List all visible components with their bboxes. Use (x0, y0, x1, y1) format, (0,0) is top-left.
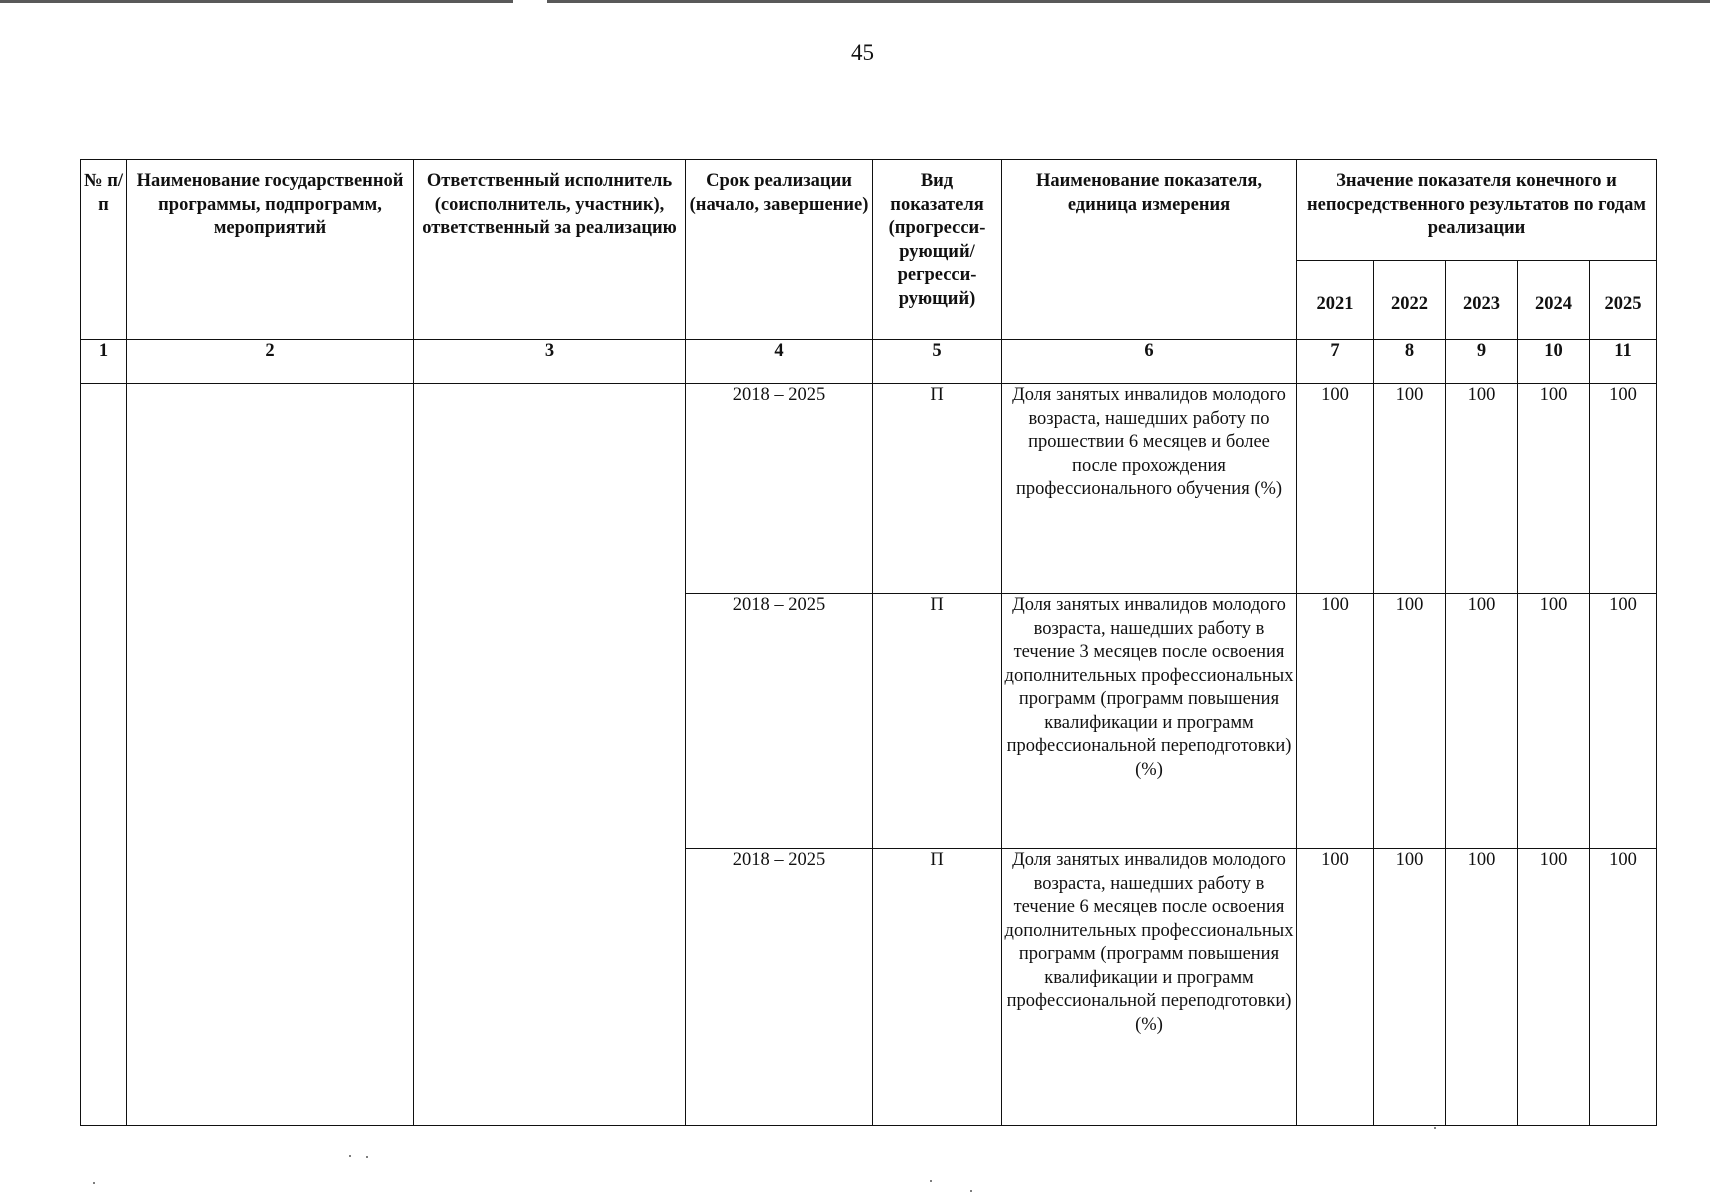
value-cell: 100 (1297, 384, 1374, 594)
value-cell: 100 (1374, 384, 1446, 594)
value-cell: 100 (1374, 849, 1446, 1126)
value-cell: 100 (1518, 594, 1590, 849)
header-responsible: Ответственный исполнитель (соисполнитель, участник), ответственный за реализацию (414, 160, 686, 340)
header-program-name: Наименование государственной программы, подпрограмм, мероприятий (127, 160, 414, 340)
value-cell: 100 (1518, 849, 1590, 1126)
column-number: 6 (1002, 340, 1297, 384)
column-number: 1 (81, 340, 127, 384)
value-cell: 100 (1446, 849, 1518, 1126)
value-cell: 100 (1590, 384, 1657, 594)
scan-speck (1434, 1127, 1436, 1129)
header-year: 2024 (1518, 261, 1590, 340)
value-cell: 100 (1446, 384, 1518, 594)
header-year: 2022 (1374, 261, 1446, 340)
table-row (81, 384, 1657, 594)
type-cell: П (873, 384, 1002, 594)
column-number: 8 (1374, 340, 1446, 384)
scan-speck (970, 1190, 972, 1192)
empty-program-cell (127, 384, 414, 1126)
value-cell: 100 (1446, 594, 1518, 849)
scan-speck (366, 1156, 368, 1158)
indicator-table (80, 159, 1657, 1126)
header-values: Значение показателя конечного и непосредственного результатов по годам реализации (1297, 160, 1657, 261)
column-number: 11 (1590, 340, 1657, 384)
indicator-cell: Доля занятых инвалидов молодого возраста, нашедших работу по прошествии 6 месяцев и более после прохождения профессионального обучения (%) (1002, 384, 1297, 594)
scan-speck (93, 1182, 95, 1184)
value-cell: 100 (1590, 849, 1657, 1126)
indicator-cell: Доля занятых инвалидов молодого возраста, нашедших работу в течение 6 месяцев после освоения дополнительных профессиональных программ (программ повышения квалификации и программ профессиональной переподготовки) (%) (1002, 849, 1297, 1126)
column-number: 7 (1297, 340, 1374, 384)
column-number: 3 (414, 340, 686, 384)
value-cell: 100 (1297, 594, 1374, 849)
indicator-cell: Доля занятых инвалидов молодого возраста, нашедших работу в течение 3 месяцев после освоения дополнительных профессиональных программ (программ повышения квалификации и программ профессиональной переподготовки) (%) (1002, 594, 1297, 849)
page-number: 45 (851, 40, 874, 65)
empty-responsible-cell (414, 384, 686, 1126)
header-period: Срок реализации (начало, завершение) (686, 160, 873, 340)
value-cell: 100 (1590, 594, 1657, 849)
value-cell: 100 (1518, 384, 1590, 594)
type-cell: П (873, 849, 1002, 1126)
period-cell: 2018 – 2025 (686, 849, 873, 1126)
period-cell: 2018 – 2025 (686, 594, 873, 849)
column-number-row (81, 340, 1657, 384)
header-year: 2021 (1297, 261, 1374, 340)
column-number: 5 (873, 340, 1002, 384)
value-cell: 100 (1374, 594, 1446, 849)
column-number: 4 (686, 340, 873, 384)
column-number: 2 (127, 340, 414, 384)
period-cell: 2018 – 2025 (686, 384, 873, 594)
column-number: 10 (1518, 340, 1590, 384)
type-cell: П (873, 594, 1002, 849)
header-num: № п/п (81, 160, 127, 340)
value-cell: 100 (1297, 849, 1374, 1126)
header-year: 2025 (1590, 261, 1657, 340)
empty-num-cell (81, 384, 127, 1126)
header-year: 2023 (1446, 261, 1518, 340)
header-indicator-name: Наименование показателя, единица измерения (1002, 160, 1297, 340)
column-number: 9 (1446, 340, 1518, 384)
scan-speck (930, 1180, 932, 1182)
scan-edge (0, 0, 1710, 3)
header-indicator-type: Вид показателя (прогресси-рующий/ регресси-рующий) (873, 160, 1002, 340)
scan-speck (349, 1155, 351, 1157)
